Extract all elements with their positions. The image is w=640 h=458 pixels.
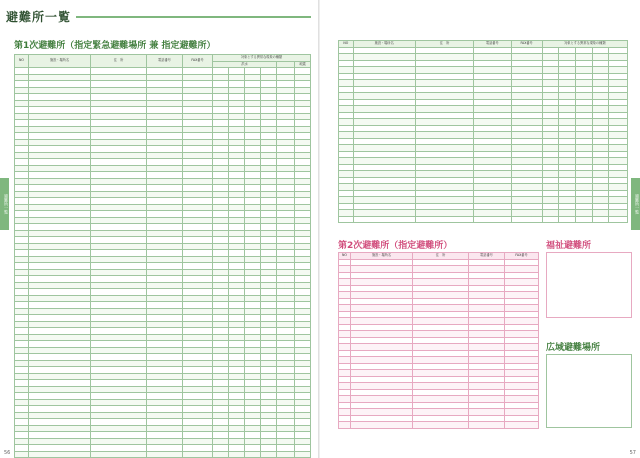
table-cell	[415, 216, 473, 223]
col-fax: FAX番号	[183, 55, 213, 68]
table-cell	[213, 451, 229, 458]
col-name-3: 施設・場所名	[351, 253, 413, 260]
table-cell	[511, 216, 542, 223]
table-cell	[351, 422, 413, 429]
col-addr-3: 住 所	[413, 253, 469, 260]
table-cell	[15, 451, 29, 458]
col-target-2: 対象とする異常な現象の種類	[542, 41, 627, 48]
table-cell	[183, 451, 213, 458]
welfare-title: 福祉避難所	[546, 241, 592, 251]
table-cell	[474, 216, 511, 223]
table-cell	[575, 216, 592, 223]
col-name-2: 施設・場所名	[353, 41, 415, 48]
col-no-3: NO	[339, 253, 351, 260]
col-tel-3: 電話番号	[469, 253, 505, 260]
table-cell	[559, 216, 576, 223]
table-row	[339, 422, 539, 429]
table-cell	[91, 451, 147, 458]
col-quake: 地震	[295, 61, 311, 68]
table-cell	[339, 216, 354, 223]
wide-title: 広域避難場所	[546, 343, 601, 353]
page-number-right: 57	[629, 450, 636, 456]
col-target: 対象とする異常な現象の種類	[213, 55, 311, 62]
col-no-2: NO	[339, 41, 354, 48]
col-tel: 電話番号	[147, 55, 183, 68]
table-cell	[542, 216, 559, 223]
section2-title: 第2次避難所（指定避難所）	[338, 241, 453, 251]
shelter-table-1-cont	[338, 40, 628, 223]
table-cell	[295, 451, 311, 458]
col-addr-2: 住 所	[415, 41, 473, 48]
table-cell	[29, 451, 91, 458]
table-cell	[609, 216, 628, 223]
col-tel-2: 電話番号	[474, 41, 511, 48]
col-name: 施設・場所名	[29, 55, 91, 68]
table-cell	[277, 451, 295, 458]
table-cell	[592, 216, 609, 223]
welfare-box	[546, 252, 632, 318]
table-row	[15, 451, 311, 458]
table-row	[339, 216, 628, 223]
col-fax-2: FAX番号	[511, 41, 542, 48]
table-cell	[413, 422, 469, 429]
shelter-table-1	[14, 54, 311, 458]
table-cell	[353, 216, 415, 223]
table-cell	[261, 451, 277, 458]
page-title: 避難所一覧	[6, 10, 72, 24]
col-fax-3: FAX番号	[505, 253, 539, 260]
side-tab-right: 避難所一覧	[631, 178, 640, 230]
table-cell	[505, 422, 539, 429]
table-cell	[245, 451, 261, 458]
wide-box	[546, 354, 632, 428]
side-tab-left: 避難所一覧	[0, 178, 9, 230]
table-cell	[339, 422, 351, 429]
header-rule	[76, 16, 311, 18]
col-no: NO	[15, 55, 29, 68]
page-header	[6, 6, 306, 26]
table-cell	[469, 422, 505, 429]
right-page	[320, 0, 640, 458]
table-cell	[147, 451, 183, 458]
shelter-table-2	[338, 252, 539, 429]
col-addr: 住 所	[91, 55, 147, 68]
col-flood: 洪水	[213, 61, 277, 68]
section1-title: 第1次避難所（指定緊急避難場所 兼 指定避難所）	[14, 41, 216, 51]
table-cell	[229, 451, 245, 458]
page-number-left: 56	[4, 450, 11, 456]
